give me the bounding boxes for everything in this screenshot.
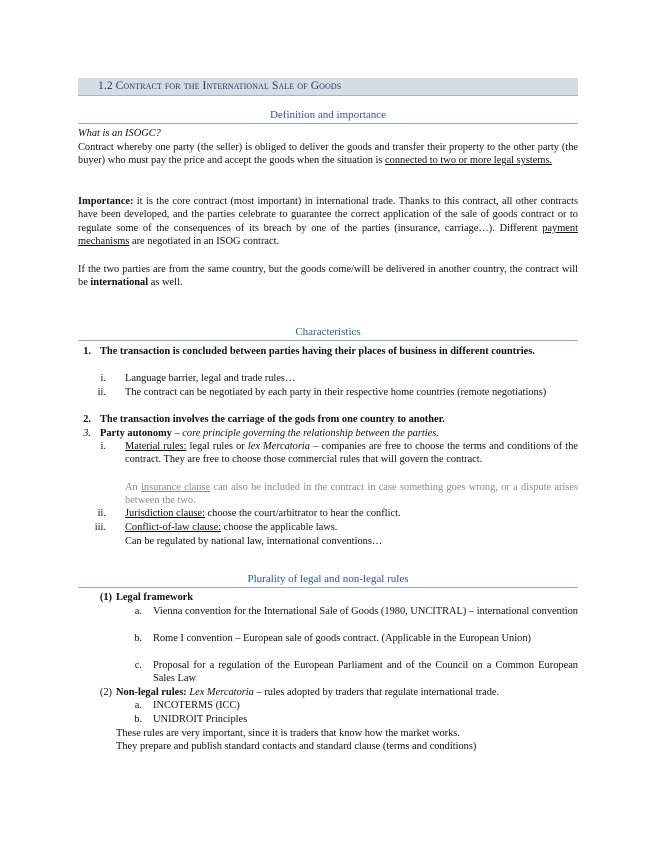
insurance-note: An insurance clause can also be included in the contract in case something goes wrong, or a dispute arises between the two. <box>125 482 579 507</box>
chapter-heading-bar <box>78 78 578 96</box>
section-title-characteristics: Characteristics <box>78 325 578 341</box>
applicable-law-note: Can be regulated by national law, international conventions… <box>125 536 383 547</box>
party-autonomy-label: Party autonomy <box>100 428 172 439</box>
section-title-plurality: Plurality of legal and non-legal rules <box>78 572 578 588</box>
international-paragraph: If the two parties are from the same country, but the goods come/will be delivered in another country, the contract will be international as well. <box>78 264 578 289</box>
importance-label: Importance: <box>78 196 134 207</box>
list-number: 1. <box>83 346 91 357</box>
document-page: 1.2 Contract for the International Sale of Goods Definition and importance What is an ISOGC? Contract whereby one party (the seller) is obliged to deliver the goods and transfer their property to the other party (the buyer) who must pay the price and accept the goods when the situation is connected to two or more legal systems. Importance: it is the core contract (most important) in international trade. Thanks to this contract, all other contracts have been developed, and the parties celebrate to guarantee the correct application of the sale of goods contract or to regulate some of the consequences of its breach by one of the parties (insurance, carriage…). Different payment mechanisms are negotiated in an ISOG contract. If the two parties are from the same country, but the goods come/will be delivered in another country, the contract will be international as well. Characteristics 1. The transaction is concluded between parties having their places of business in different countries. i. Language barrier, legal and trade rules… ii. The contract can be negotiated by each party in their respective home countries (remote negotiations) 2. The transaction involves the carriage of the gods from one country to another. 3. Party autonomy – core principle governing the relationship between the parties. i. Material rules: legal rules or lex Mercatoria – companies are free to choose the terms and conditions of the contract. They are free to choose those commercial rules that will govern the contract. An insurance clause can also be included in the contract in case something goes wrong, or a dispute arises between the two. ii. Jurisdiction clause: choose the court/arbitrator to hear the conflict. iii. Conflict-of-law clause: choose the applicable laws. Can be regulated by national law, international conventions… Plurality of legal and non-legal rules (1) Legal framework a. Vienna convention for the International Sale of Goods (1980, UNCITRAL) – international convention b. Rome I convention – European sale of goods contract. (Applicable in the European Union) c. Proposal for a regulation of the European Parliament and of the Council on a Common European Sales Law (2) Non-legal rules: Lex Mercatoria – rules adopted by traders that regulate international trade. a. INCOTERMS (ICC) b. UNIDROIT Principles These rules are very important, since it is traders that know how the market works. They prepare and publish standard contacts and standard clause (terms and conditions) <box>78 80 579 752</box>
payment-mechanisms-underlined: payment mechanisms <box>78 222 578 248</box>
closing-line: These rules are very important, since it is traders that know how the market works. <box>116 728 460 739</box>
importance-paragraph: Importance: it is the core contract (most important) in international trade. Thanks to this contract, all other contracts have been developed, and the parties celebrate to guarantee the correct application of the sale of goods contract or to regulate some of the consequences of its breach by one of the parties (insurance, carriage…). Different payment mechanisms are negotiated in an ISOG contract. <box>78 196 578 248</box>
definition-paragraph: Contract whereby one party (the seller) is obliged to deliver the goods and transfer their property to the other party (the buyer) who must pay the price and accept the goods when the situation is connected to two or more legal systems. <box>78 142 578 167</box>
closing-line: They prepare and publish standard contacts and standard clause (terms and conditions) <box>116 741 477 752</box>
question-line: What is an ISOGC? <box>78 128 161 139</box>
list-item-text: The transaction is concluded between parties having their places of business in different countries. <box>100 346 535 357</box>
chapter-heading: 1.2 Contract for the International Sale of Goods <box>98 80 342 92</box>
section-title-definition: Definition and importance <box>78 108 578 124</box>
definition-underlined: connected to two or more legal systems. <box>385 155 553 167</box>
material-rules-underlined: Material rules: <box>125 441 187 452</box>
